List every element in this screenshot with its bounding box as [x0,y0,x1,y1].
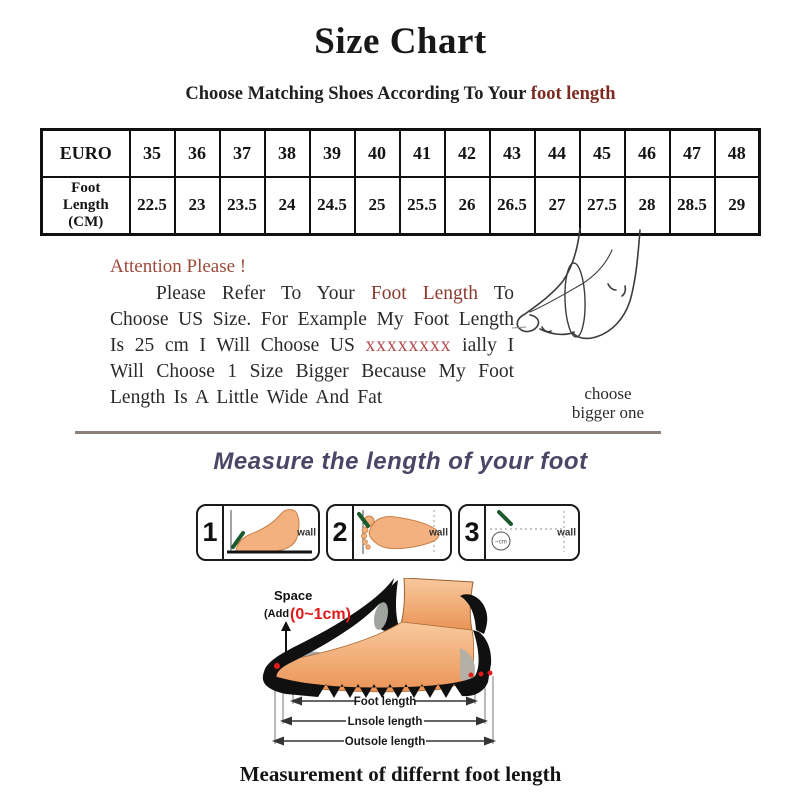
size-cell: 38 [265,130,310,177]
attention-paragraph [110,281,514,411]
subtitle-highlight: foot length [530,84,616,104]
choose-bigger-caption [538,384,678,422]
attention-text: To Choose US Size. For Example My Foot Length Is 25 cm I Will Choose US [110,283,514,356]
length-cell: 28 [625,177,670,235]
marker-icon [499,512,511,524]
size-cell: 48 [715,130,760,177]
length-cell: 27.5 [580,177,625,235]
step-number: 1 [198,506,224,559]
length-cell: 25 [355,177,400,235]
size-cell: 44 [535,130,580,177]
bottom-caption: Measurement of differnt foot length [239,762,562,786]
svg-text:~cm: ~cm [495,539,507,546]
length-cell: 27 [535,177,580,235]
euro-row [42,130,760,177]
size-cell: 37 [220,130,265,177]
attention-block [110,256,514,411]
wall-label: wall [429,527,448,538]
size-cell: 39 [310,130,355,177]
length-cell: 24 [265,177,310,235]
attention-crossed-text: xxxxxxxx [365,335,452,356]
length-cell: 24.5 [310,177,355,235]
length-cell: 26.5 [490,177,535,235]
attention-highlight: Foot Length [370,283,478,304]
length-cell: 23 [175,177,220,235]
length-cell: 26 [445,177,490,235]
length-cell: 29 [715,177,760,235]
length-cell: 28.5 [670,177,715,235]
size-table [40,128,761,236]
add-label: (Add [264,608,290,620]
euro-header: EURO [42,130,130,177]
size-cell: 35 [130,130,175,177]
foot-length-label: Foot length [353,696,417,708]
measure-steps [196,504,580,561]
foot-length-header: Foot Length (CM) [42,177,130,235]
length-cell: 22.5 [130,177,175,235]
space-label: Space [274,588,313,603]
step-panel-2 [326,504,452,561]
attention-text: ially I Will Choose 1 Size Bigger Because My Foot Length Is A Little Wide And Fat [110,335,514,408]
wall-label: wall [557,527,576,538]
outsole-length-label: Outsole length [344,736,426,748]
subtitle [0,84,801,105]
add-range-label: (0~1cm) [290,606,351,623]
step-number: 2 [328,506,354,559]
page-title: Size Chart [314,21,487,62]
section-divider [75,431,661,434]
step-number: 3 [460,506,486,559]
attention-heading: Attention Please ! [110,256,247,277]
size-cell: 40 [355,130,400,177]
caption-line: bigger one [571,403,645,422]
size-cell: 47 [670,130,715,177]
shoe-measurement-diagram [228,578,600,756]
caption-line: choose [584,384,632,403]
size-cell: 46 [625,130,670,177]
measure-heading: Measure the length of your foot [213,448,588,475]
foot-length-row [42,177,760,235]
size-cell: 42 [445,130,490,177]
wall-label: wall [297,527,316,538]
size-cell: 41 [400,130,445,177]
step-panel-1 [196,504,320,561]
length-cell: 25.5 [400,177,445,235]
foot-sketch-icon [512,228,672,368]
size-cell: 43 [490,130,535,177]
leg-shape [401,578,473,630]
size-cell: 36 [175,130,220,177]
size-cell: 45 [580,130,625,177]
subtitle-text: Choose Matching Shoes According To Your [185,84,531,104]
insole-length-label: Lnsole length [347,716,423,728]
attention-text: Please Refer To Your [156,283,371,304]
length-cell: 23.5 [220,177,265,235]
step-panel-3 [458,504,580,561]
